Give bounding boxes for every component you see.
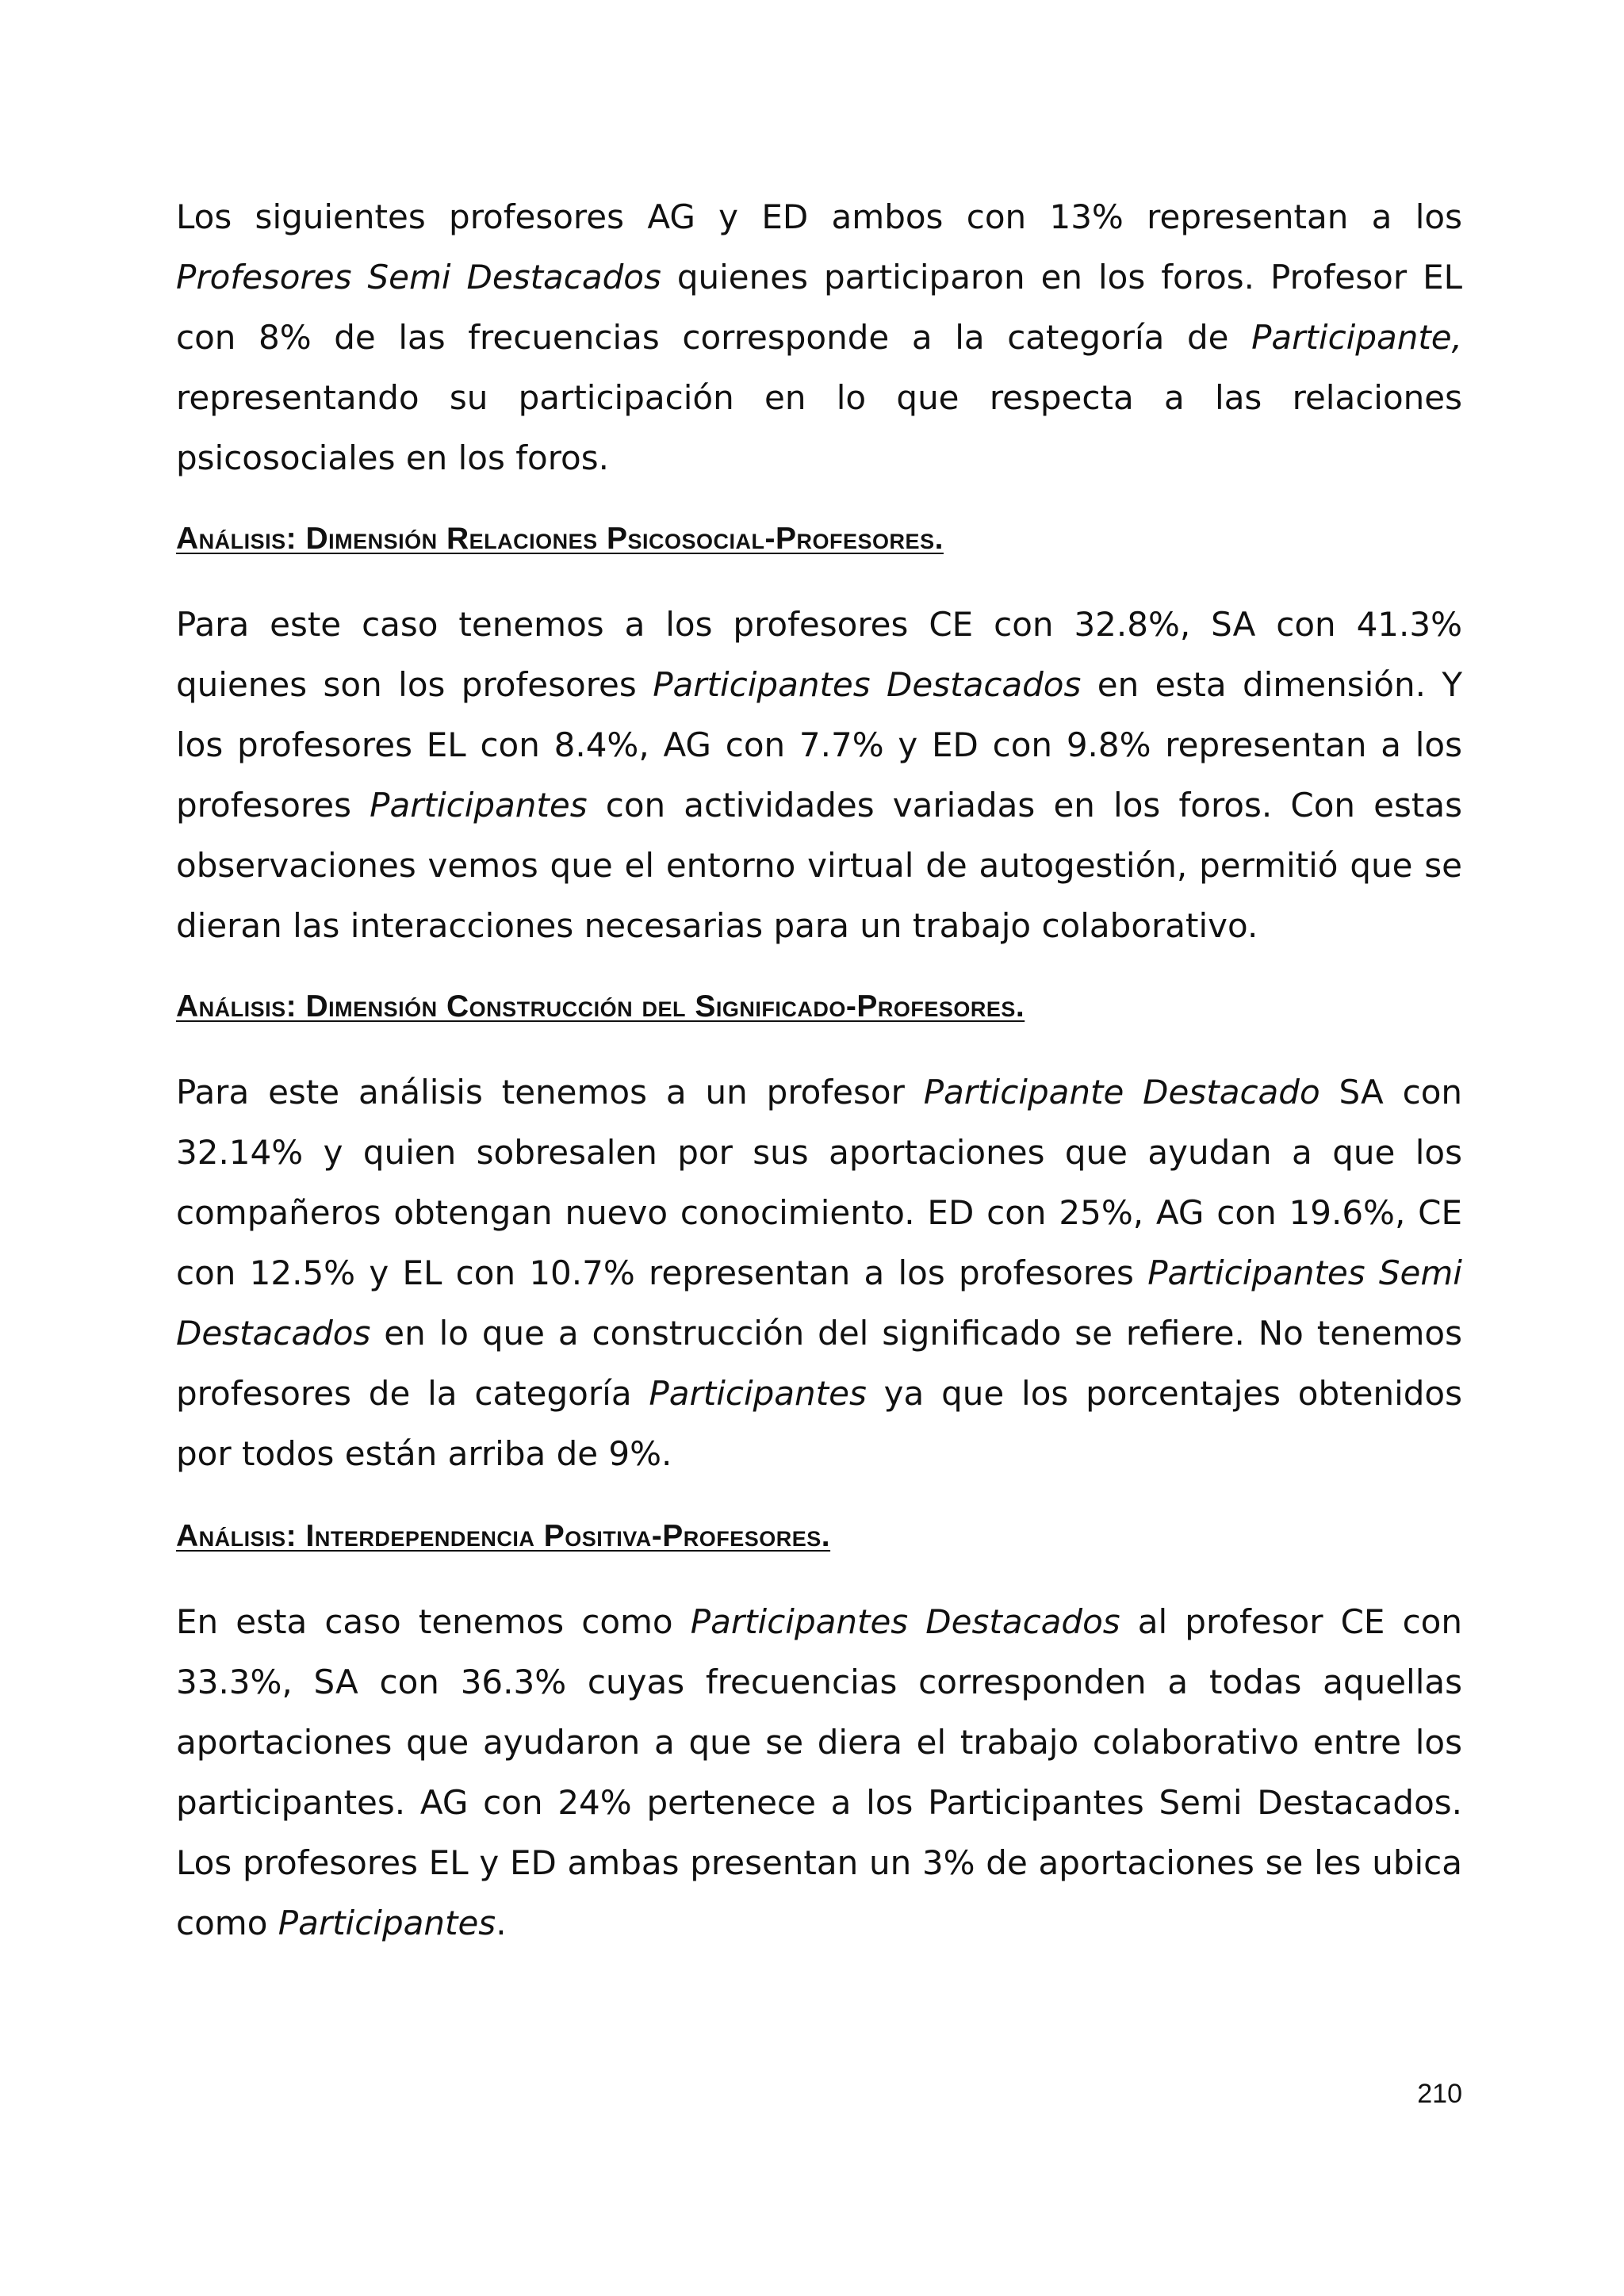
paragraph-3-segment-5: en lo que a construcción del significado se refiere. No tenemos profesores de la categoría (176, 1314, 1462, 1413)
paragraph-4 (176, 1592, 1462, 1954)
paragraph-3-segment-2: Participante Destacado (923, 1073, 1320, 1112)
paragraph-2-segment-2: Participantes Destacados (653, 665, 1082, 704)
section-heading-construccion-significado: Análisis: Dimensión Construcción del Significado-Profesores. (176, 989, 1025, 1024)
paragraph-4-segment-5: . (496, 1904, 507, 1942)
paragraph-1-segment-3: quienes participaron en los foros. Profesor EL con 8% de las frecuencias corresponde a la categoría de (176, 258, 1463, 357)
paragraph-3-segment-1: Para este análisis tenemos a un profesor (176, 1073, 924, 1112)
paragraph-1-segment-1: Los siguientes profesores AG y ED ambos con 13% representan a los (176, 197, 1462, 236)
paragraph-4-segment-1: En esta caso tenemos como (176, 1602, 691, 1641)
paragraph-4-segment-3: al profesor CE con 33.3%, SA con 36.3% cuyas frecuencias corresponden a todas aquellas aportaciones que ayudaron a que se diera el trabajo colaborativo entre los participantes. AG con 24% pertenece a los Participantes Semi Destacados. Los profesores EL y ED ambas presentan un 3% de aportaciones se les ubica como (176, 1602, 1462, 1942)
paragraph-3-segment-6: Participantes (649, 1374, 867, 1413)
paragraph-3 (176, 1062, 1462, 1484)
section-heading-interdependencia-positiva: Análisis: Interdependencia Positiva-Profesores. (176, 1519, 831, 1553)
paragraph-2-segment-4: Participantes (370, 786, 588, 825)
paragraph-4-segment-2: Participantes Destacados (690, 1602, 1120, 1641)
paragraph-1 (176, 187, 1462, 488)
paragraph-3-segment-3: SA con 32.14% y quien sobresalen por sus aportaciones que ayudan a que los compañeros obtengan nuevo conocimiento. ED con 25%, AG con 19.6%, CE con 12.5% y EL con 10.7% representan a los profesores (176, 1073, 1463, 1292)
paragraph-2-segment-3: en esta dimensión. Y los profesores EL con 8.4%, AG con 7.7% y ED con 9.8% representan a los profesores (176, 665, 1462, 825)
document-page (176, 187, 1462, 1954)
paragraph-2 (176, 595, 1462, 956)
page-number: 210 (1417, 2079, 1462, 2109)
section-heading-relaciones-psicosocial: Análisis: Dimensión Relaciones Psicosocial-Profesores. (176, 522, 944, 556)
paragraph-1-segment-4: Participante, (1251, 318, 1462, 357)
paragraph-3-segment-7: ya que los porcentajes obtenidos por todos están arriba de 9%. (176, 1374, 1462, 1473)
paragraph-2-segment-1: Para este caso tenemos a los profesores CE con 32.8%, SA con 41.3% quienes son los profesores (176, 605, 1462, 704)
paragraph-1-segment-2: Profesores Semi Destacados (176, 258, 661, 297)
paragraph-4-segment-4: Participantes (278, 1904, 496, 1942)
paragraph-2-segment-5: con actividades variadas en los foros. Con estas observaciones vemos que el entorno virtual de autogestión, permitió que se dieran las interacciones necesarias para un trabajo colaborativo. (176, 786, 1462, 945)
paragraph-1-segment-5: representando su participación en lo que respecta a las relaciones psicosociales en los foros. (176, 378, 1462, 477)
paragraph-3-segment-4: Participantes Semi Destacados (176, 1253, 1462, 1353)
